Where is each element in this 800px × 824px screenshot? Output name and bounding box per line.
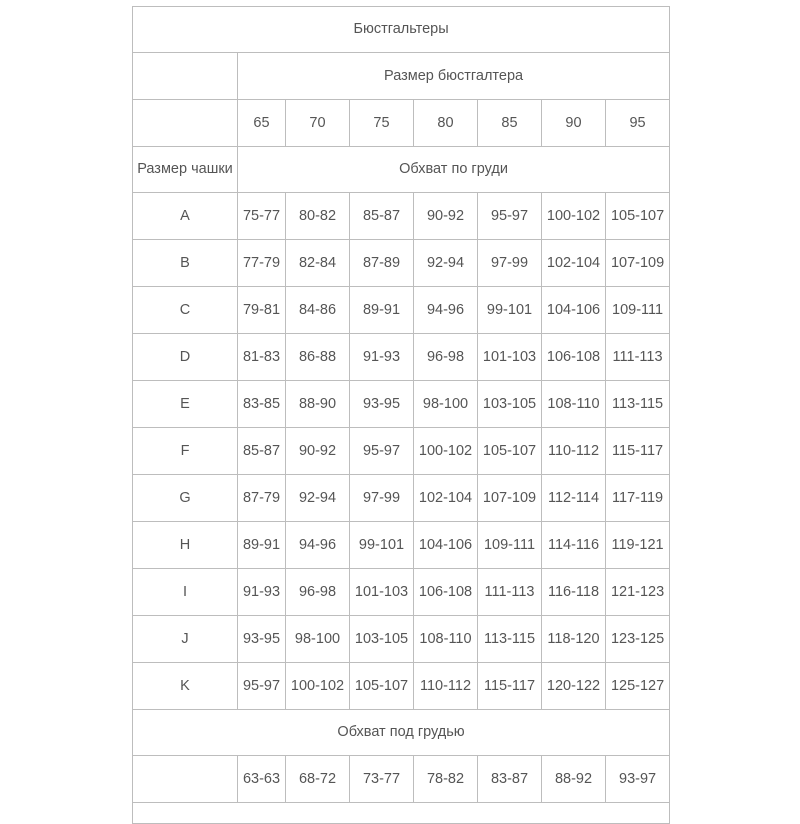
bust-range-cell: 98-100: [414, 381, 478, 428]
bra-size-header: Размер бюстгалтера: [238, 53, 670, 100]
underbust-range-cell: 93-97: [606, 756, 670, 803]
band-size-cell: 80: [414, 100, 478, 147]
bust-range-cell: 123-125: [606, 616, 670, 663]
table-row: [133, 616, 670, 663]
table-row: [133, 428, 670, 475]
bust-range-cell: 101-103: [350, 569, 414, 616]
bust-range-cell: 86-88: [286, 334, 350, 381]
band-size-cell: 95: [606, 100, 670, 147]
bust-range-cell: 89-91: [238, 522, 286, 569]
bust-range-cell: 102-104: [414, 475, 478, 522]
bust-range-cell: 106-108: [414, 569, 478, 616]
bust-range-cell: 92-94: [286, 475, 350, 522]
bust-range-cell: 113-115: [606, 381, 670, 428]
bust-range-cell: 87-89: [350, 240, 414, 287]
underbust-range-cell: 83-87: [478, 756, 542, 803]
bust-range-cell: 115-117: [606, 428, 670, 475]
bust-range-cell: 105-107: [478, 428, 542, 475]
bust-range-cell: 125-127: [606, 663, 670, 710]
bust-range-cell: 100-102: [414, 428, 478, 475]
bust-range-cell: 97-99: [350, 475, 414, 522]
bust-range-cell: 108-110: [542, 381, 606, 428]
bust-range-cell: 110-112: [542, 428, 606, 475]
bust-range-cell: 105-107: [350, 663, 414, 710]
bust-range-cell: 118-120: [542, 616, 606, 663]
band-size-cell: 75: [350, 100, 414, 147]
bust-range-cell: 107-109: [478, 475, 542, 522]
bust-range-cell: 95-97: [478, 193, 542, 240]
bust-range-cell: 111-113: [606, 334, 670, 381]
bust-range-cell: 95-97: [238, 663, 286, 710]
bust-range-cell: 93-95: [238, 616, 286, 663]
bust-range-cell: 110-112: [414, 663, 478, 710]
bust-range-cell: 112-114: [542, 475, 606, 522]
table-row: [133, 287, 670, 334]
bust-range-cell: 96-98: [414, 334, 478, 381]
cup-size-cell: I: [133, 569, 238, 616]
bust-range-cell: 83-85: [238, 381, 286, 428]
bust-range-cell: 103-105: [350, 616, 414, 663]
cup-size-cell: C: [133, 287, 238, 334]
bust-range-cell: 119-121: [606, 522, 670, 569]
band-size-cell: 65: [238, 100, 286, 147]
bust-range-cell: 75-77: [238, 193, 286, 240]
table-row: [133, 756, 670, 803]
cup-size-cell: J: [133, 616, 238, 663]
band-size-cell: 85: [478, 100, 542, 147]
bust-range-cell: 90-92: [414, 193, 478, 240]
table-row: [133, 522, 670, 569]
bust-range-cell: 104-106: [542, 287, 606, 334]
bust-range-cell: 101-103: [478, 334, 542, 381]
bust-range-cell: 109-111: [478, 522, 542, 569]
bust-range-cell: 84-86: [286, 287, 350, 334]
bust-range-cell: 92-94: [414, 240, 478, 287]
bust-range-cell: 99-101: [350, 522, 414, 569]
bust-range-cell: 79-81: [238, 287, 286, 334]
bust-range-cell: 85-87: [238, 428, 286, 475]
table-row: [133, 334, 670, 381]
bust-range-cell: 94-96: [286, 522, 350, 569]
bust-range-cell: 108-110: [414, 616, 478, 663]
bust-range-cell: 85-87: [350, 193, 414, 240]
table-row: [133, 663, 670, 710]
table-row: [133, 240, 670, 287]
table-row: [133, 381, 670, 428]
table-title: Бюстгальтеры: [133, 7, 670, 53]
bust-range-cell: 95-97: [350, 428, 414, 475]
bust-range-cell: 77-79: [238, 240, 286, 287]
bust-range-cell: 114-116: [542, 522, 606, 569]
cup-size-cell: B: [133, 240, 238, 287]
bust-range-cell: 97-99: [478, 240, 542, 287]
bust-range-cell: 115-117: [478, 663, 542, 710]
bust-range-cell: 82-84: [286, 240, 350, 287]
bust-range-cell: 91-93: [350, 334, 414, 381]
underbust-range-cell: 68-72: [286, 756, 350, 803]
bust-range-cell: 94-96: [414, 287, 478, 334]
bust-range-cell: 113-115: [478, 616, 542, 663]
bust-range-cell: 99-101: [478, 287, 542, 334]
cup-size-cell: A: [133, 193, 238, 240]
bust-range-cell: 80-82: [286, 193, 350, 240]
empty-footer-cell: [133, 803, 670, 824]
bust-range-cell: 100-102: [542, 193, 606, 240]
bust-range-cell: 121-123: [606, 569, 670, 616]
cup-size-cell: E: [133, 381, 238, 428]
bust-range-cell: 100-102: [286, 663, 350, 710]
underbust-range-cell: 73-77: [350, 756, 414, 803]
bust-range-cell: 89-91: [350, 287, 414, 334]
bust-range-cell: 116-118: [542, 569, 606, 616]
band-size-cell: 90: [542, 100, 606, 147]
empty-corner-cell: [133, 100, 238, 147]
table-row: [133, 569, 670, 616]
underbust-range-cell: 63-63: [238, 756, 286, 803]
empty-corner-cell: [133, 53, 238, 100]
underbust-range-cell: 78-82: [414, 756, 478, 803]
table-row: [133, 193, 670, 240]
bust-range-cell: 109-111: [606, 287, 670, 334]
underbust-header: Обхват под грудью: [133, 710, 670, 756]
bust-range-cell: 90-92: [286, 428, 350, 475]
cup-size-cell: K: [133, 663, 238, 710]
bust-range-cell: 117-119: [606, 475, 670, 522]
empty-cell: [133, 756, 238, 803]
underbust-range-cell: 88-92: [542, 756, 606, 803]
bust-range-cell: 91-93: [238, 569, 286, 616]
band-size-cell: 70: [286, 100, 350, 147]
cup-size-cell: D: [133, 334, 238, 381]
bust-range-cell: 96-98: [286, 569, 350, 616]
bust-range-cell: 107-109: [606, 240, 670, 287]
cup-size-header: Размер чашки: [133, 147, 238, 193]
bust-range-cell: 87-79: [238, 475, 286, 522]
bust-range-cell: 102-104: [542, 240, 606, 287]
bust-range-cell: 88-90: [286, 381, 350, 428]
bust-range-cell: 105-107: [606, 193, 670, 240]
cup-size-cell: F: [133, 428, 238, 475]
bust-range-cell: 93-95: [350, 381, 414, 428]
bust-girth-header: Обхват по груди: [238, 147, 670, 193]
bra-size-table: [132, 6, 670, 824]
bust-range-cell: 120-122: [542, 663, 606, 710]
cup-size-cell: H: [133, 522, 238, 569]
bust-range-cell: 111-113: [478, 569, 542, 616]
bust-range-cell: 98-100: [286, 616, 350, 663]
bust-range-cell: 103-105: [478, 381, 542, 428]
table-row: [133, 475, 670, 522]
bust-range-cell: 81-83: [238, 334, 286, 381]
cup-size-cell: G: [133, 475, 238, 522]
bust-range-cell: 106-108: [542, 334, 606, 381]
bust-range-cell: 104-106: [414, 522, 478, 569]
